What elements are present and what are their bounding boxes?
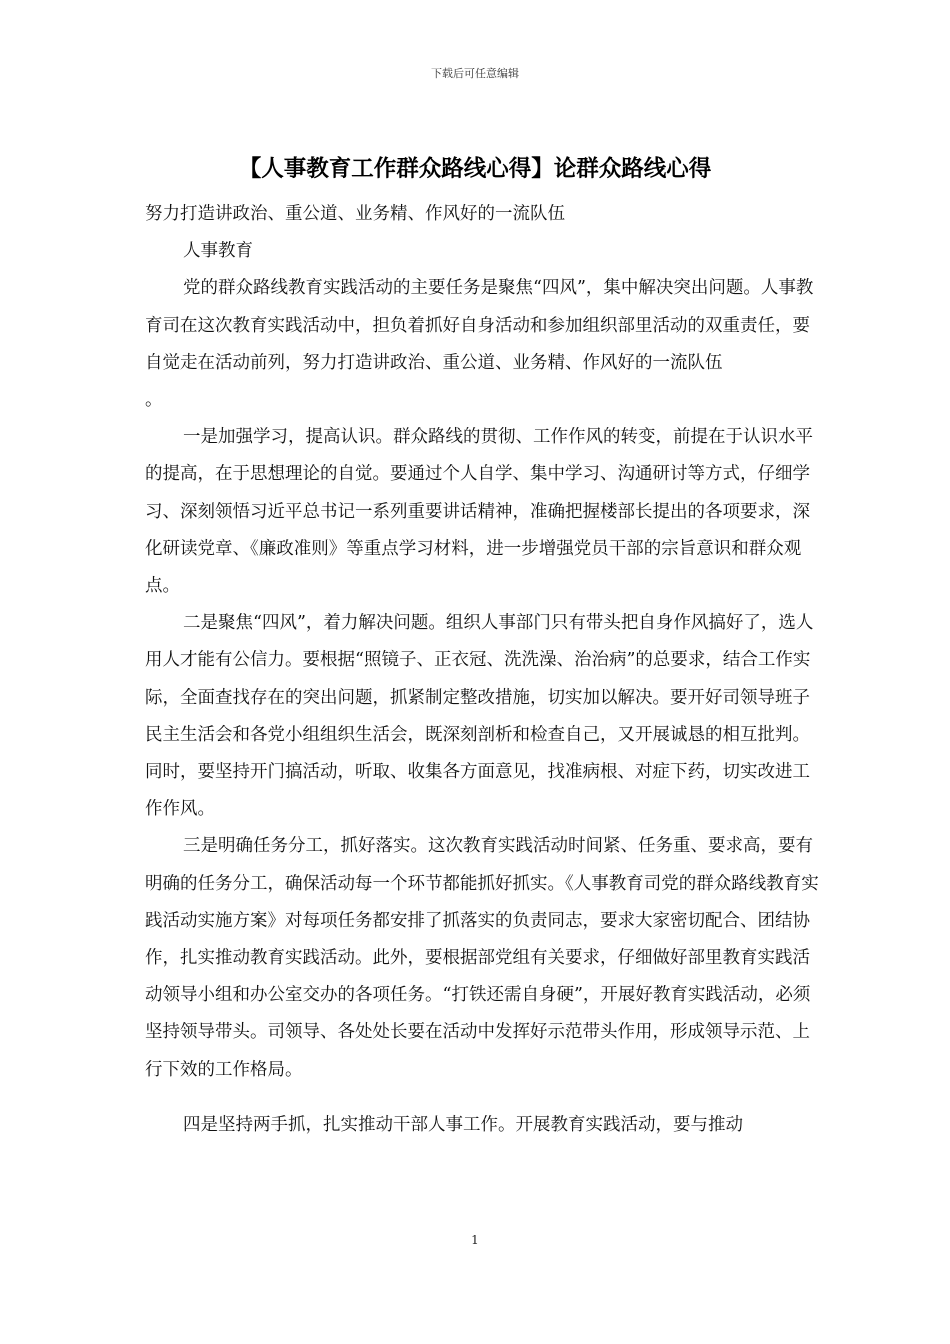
- paragraph-point-one: 一是加强学习，提高认识。群众路线的贯彻、工作作风的转变，前提在于认识水平的提高，在于思想理论的自觉。要通过个人自学、集中学习、沟通研讨等方式，仔细学习、深刻领悟习近平总书记一系列重要讲话精神，准确把握楼部长提出的各项要求，深化研读党章、《廉政准则》等重点学习材料，进一步增强党员干部的宗旨意识和群众观点。: [145, 427, 813, 597]
- paragraph-point-three: 三是明确任务分工，抓好落实。这次教育实践活动时间紧、任务重、要求高，要有明确的任务分工，确保活动每一个环节都能抓好抓实。《人事教育司党的群众路线教育实践活动实施方案》对每项任务都安排了抓落实的负责同志，要求大家密切配合、团结协作，扎实推动教育实践活动。此外，要根据部党组有关要求，仔细做好部里教育实践活动领导小组和办公室交办的各项任务。“打铁还需自身硬”，开展好教育实践活动，必须坚持领导带头。司领导、各处处长要在活动中发挥好示范带头作用，形成领导示范、上行下效的工作格局。: [145, 836, 819, 1080]
- paragraph-point-two: 二是聚焦“四风”，着力解决问题。组织人事部门只有带头把自身作风搞好了，选人用人才能有公信力。要根据“照镜子、正衣冠、洗洗澡、治治病”的总要求，结合工作实际，全面查找存在的突出问题，抓紧制定整改措施，切实加以解决。要开好司领导班子民主生活会和各党小组组织生活会，既深刻剖析和检查自己，又开展诚恳的相互批判。同时，要坚持开门搞活动，听取、收集各方面意见，找准病根、对症下药，切实改进工作作风。: [145, 613, 814, 820]
- document-subtitle: 努力打造讲政治、重公道、业务精、作风好的一流队伍: [145, 204, 565, 224]
- page-header-note: 下载后可任意编辑: [431, 67, 519, 80]
- author-line: 人事教育: [183, 241, 253, 262]
- paragraph-point-four: 四是坚持两手抓，扎实推动干部人事工作。开展教育实践活动，要与推动: [183, 1114, 743, 1135]
- document-body: [145, 196, 825, 1144]
- page-number: 1: [471, 1233, 479, 1247]
- document-title: 【人事教育工作群众路线心得】论群众路线心得: [238, 156, 712, 182]
- paragraph-intro: 党的群众路线教育实践活动的主要任务是聚焦“四风”，集中解决突出问题。人事教育司在这次教育实践活动中，担负着抓好自身活动和参加组织部里活动的双重责任，要自觉走在活动前列，努力打造讲政治、重公道、业务精、作风好的一流队伍: [145, 278, 814, 373]
- paragraph-closing-mark: 。: [145, 390, 163, 411]
